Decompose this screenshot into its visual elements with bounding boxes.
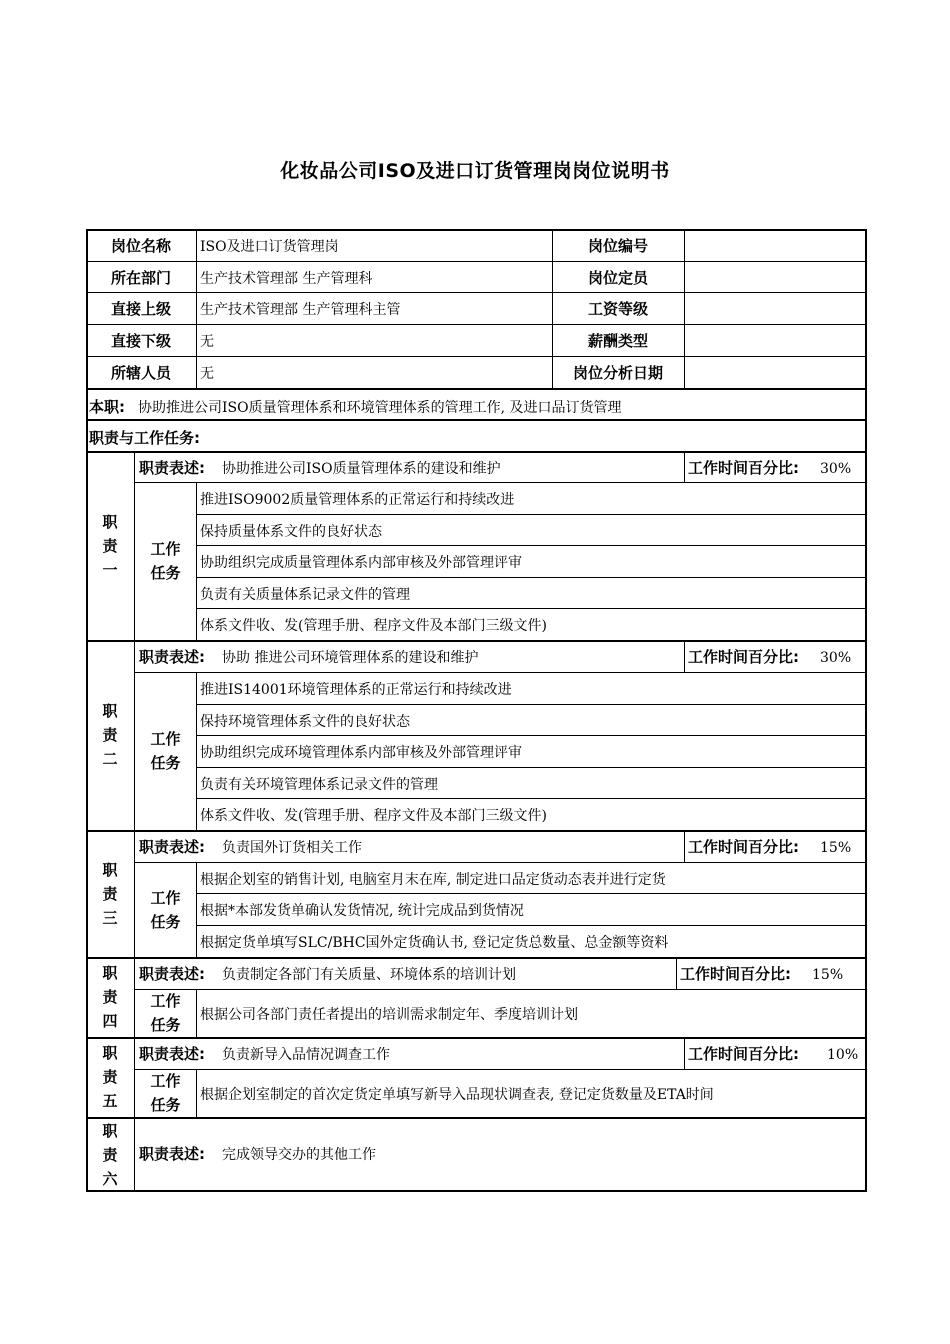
duty-name: 职责二 [102,702,118,768]
duty-block-rule [86,830,865,832]
time-percent-value: 15% [812,967,844,983]
task-item: 推进ISO9002质量管理体系的正常运行和持续改进 [200,492,515,508]
duty-desc-label: 职责表述: [139,1144,205,1163]
task-row-rule [134,482,865,483]
duty-desc-label: 职责表述: [139,458,205,477]
info-col-rule [684,229,685,388]
task-row-rule [196,545,865,546]
time-percent-value: 30% [820,650,852,666]
task-row-rule [134,862,865,863]
task-row-rule [196,925,865,926]
time-percent-value: 15% [820,840,852,856]
pct-col-rule [684,451,685,482]
time-percent-label: 工作时间百分比: [688,458,799,477]
info-value: 生产技术管理部 生产管理科主管 [200,302,401,318]
summary-rule-top [86,388,865,390]
duty-desc-text: 负责新导入品情况调查工作 [222,1047,390,1063]
duties-header: 职责与工作任务: [89,429,200,447]
summary-text: 协助推进公司ISO质量管理体系和环境管理体系的管理工作, 及进口品订货管理 [138,400,622,416]
table-border-top [86,229,867,231]
info-label: 岗位名称 [110,237,171,255]
info-label: 岗位分析日期 [572,364,663,382]
task-label: 工作 任务 [150,540,181,582]
duty-desc-label: 职责表述: [139,965,205,983]
task-col-rule [196,989,197,1037]
info-value: ISO及进口订货管理岗 [200,239,339,255]
info-row-rule [86,261,865,262]
task-item: 推进IS14001环境管理体系的正常运行和持续改进 [200,682,512,698]
info-row-rule [86,292,865,293]
task-item: 根据*本部发货单确认发货情况, 统计完成品到货情况 [200,903,524,919]
summary-label: 本职: [89,398,125,416]
pct-col-rule [684,830,685,862]
info-label: 岗位定员 [587,268,648,287]
document-title: 化妆品公司ISO及进口订货管理岗岗位说明书 [280,160,670,182]
task-item: 负责有关质量体系记录文件的管理 [200,586,410,603]
task-row-rule [196,704,865,705]
task-label: 工作 任务 [150,1072,181,1114]
task-col-rule [196,672,197,830]
table-border-right [865,229,867,1192]
info-label: 所在部门 [110,268,171,287]
task-item: 根据定货单填写SLC/BHC国外定货确认书, 登记定货总数量、总金额等资料 [200,935,669,951]
info-value: 无 [200,334,214,350]
info-label: 所辖人员 [110,364,171,382]
task-label: 工作 任务 [150,730,181,772]
table-border-bottom [86,1190,867,1192]
duty-name: 职责三 [102,860,118,927]
duty-desc-label: 职责表述: [139,838,205,856]
time-percent-label: 工作时间百分比: [688,648,799,666]
duty-block-rule [86,1117,865,1119]
task-row-rule [196,798,865,799]
pct-col-rule [684,640,685,672]
info-row-rule [86,324,865,325]
duty-col-rule [134,1117,135,1190]
task-col-rule [196,862,197,957]
task-label: 工作 任务 [150,888,181,931]
task-row-rule [196,893,865,894]
task-col-rule [196,482,197,640]
task-item: 体系文件收、发(管理手册、程序文件及本部门三级文件) [200,618,547,634]
task-item: 保持环境管理体系文件的良好状态 [200,713,410,730]
task-col-rule [196,1069,197,1117]
pct-col-rule [684,1037,685,1069]
info-value: 无 [200,366,214,382]
task-row-rule [196,608,865,609]
info-label: 岗位编号 [587,237,648,255]
info-label: 直接下级 [110,332,171,350]
task-label: 工作 任务 [150,992,181,1034]
summary-rule-bottom [86,419,865,421]
info-label: 直接上级 [110,300,171,318]
pct-col-rule [676,957,677,989]
duty-desc-text: 协助 推进公司环境管理体系的建设和维护 [222,650,479,666]
task-row-rule [196,514,865,515]
task-row-rule [196,767,865,768]
task-row-rule [134,989,865,990]
duty-desc-text: 负责制定各部门有关质量、环境体系的培训计划 [222,967,516,983]
task-row-rule [134,1069,865,1070]
task-row-rule [196,735,865,736]
duty-block-rule [86,1037,865,1039]
task-item: 根据企划室制定的首次定货定单填写新导入品现状调查表, 登记定货数量及ETA时间 [200,1087,714,1103]
duty-name: 职责四 [102,964,118,1030]
info-row-rule [86,356,865,357]
time-percent-value: 10% [827,1047,859,1063]
duty-desc-text: 负责国外订货相关工作 [222,840,362,856]
duty-block-rule [86,957,865,959]
duty-desc-label: 职责表述: [139,648,205,666]
task-item: 体系文件收、发(管理手册、程序文件及本部门三级文件) [200,808,547,824]
info-label: 薪酬类型 [587,332,648,350]
info-value: 生产技术管理部 生产管理科 [200,270,373,287]
duty-desc-label: 职责表述: [139,1045,205,1063]
time-percent-label: 工作时间百分比: [688,838,799,856]
task-row-rule [134,672,865,673]
duty-desc-text: 协助推进公司ISO质量管理体系的建设和维护 [222,460,501,477]
info-label: 工资等级 [587,300,648,318]
info-col-rule [196,229,197,388]
task-item: 根据企划室的销售计划, 电脑室月末在库, 制定进口品定货动态表并进行定货 [200,871,666,888]
duty-name: 职责五 [102,1044,118,1110]
task-item: 协助组织完成质量管理体系内部审核及外部管理评审 [200,555,522,571]
task-item: 负责有关环境管理体系记录文件的管理 [200,776,438,793]
time-percent-label: 工作时间百分比: [680,965,791,983]
task-item: 根据公司各部门责任者提出的培训需求制定年、季度培训计划 [200,1007,578,1023]
duty-block-rule [86,640,865,642]
time-percent-label: 工作时间百分比: [688,1045,799,1063]
duty-name: 职责六 [102,1122,118,1188]
task-row-rule [196,577,865,578]
task-item: 协助组织完成环境管理体系内部审核及外部管理评审 [200,745,522,761]
time-percent-value: 30% [820,460,852,477]
duty-desc-text: 完成领导交办的其他工作 [222,1146,376,1163]
duties-header-rule [86,451,865,453]
task-item: 保持质量体系文件的良好状态 [200,523,382,540]
duty-name: 职责一 [102,512,118,579]
